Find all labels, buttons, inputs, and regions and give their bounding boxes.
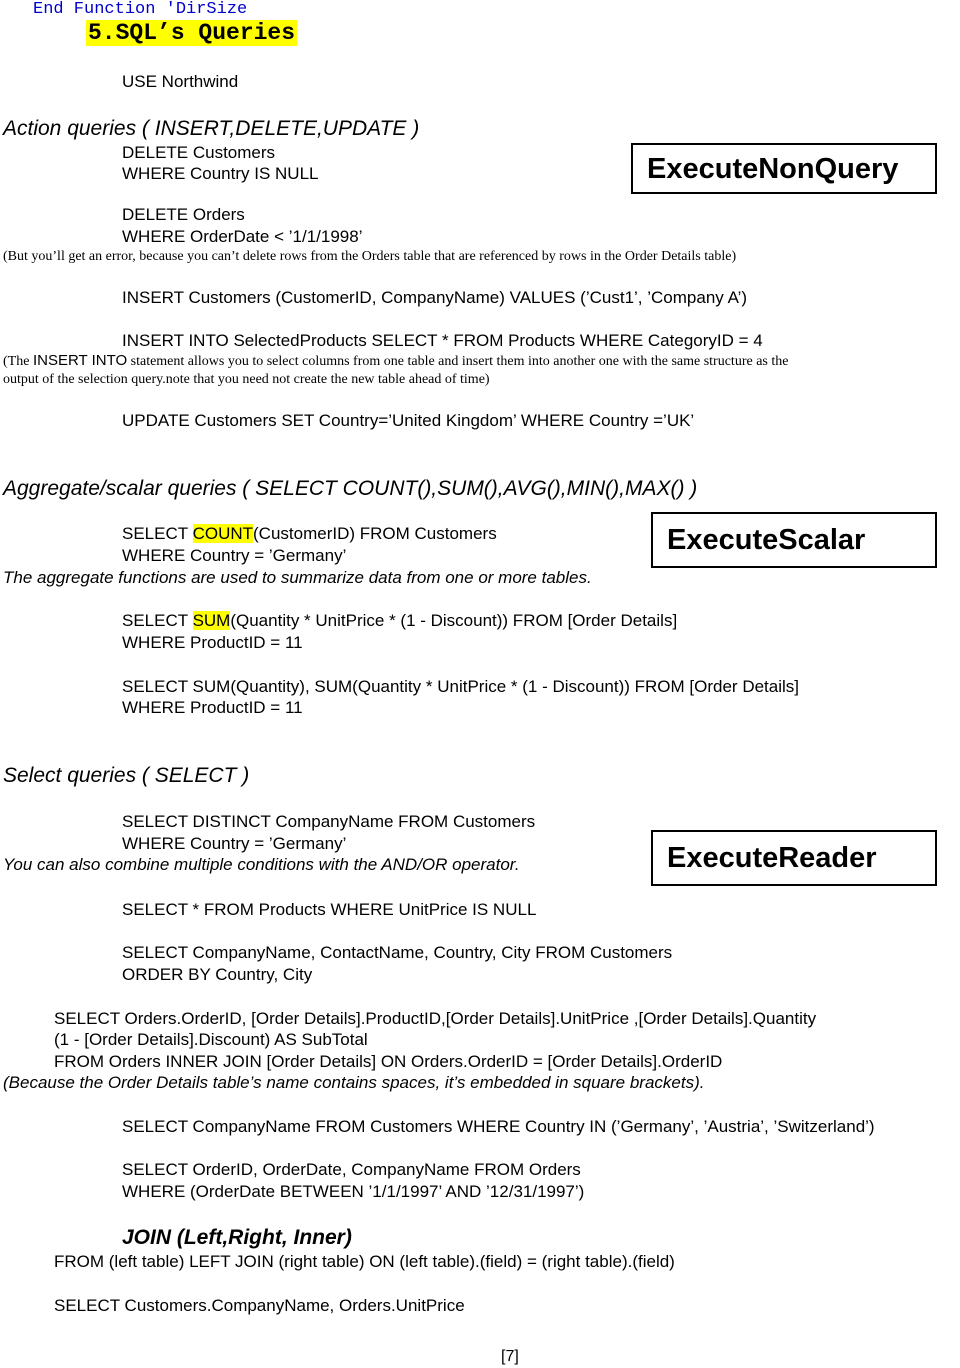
delete-error-note: (But you’ll get an error, because you can’t delete rows from the Orders table that are referenced by rows in the Order Details table) [3, 249, 737, 264]
note-rest: statement allows you to select columns from one table and insert them into another one with the same structure as the [127, 354, 789, 369]
count-select: SELECT [122, 524, 193, 543]
delete-orders-line1: DELETE Orders [122, 205, 245, 224]
insert-customers-statement: INSERT Customers (CustomerID, CompanyName) VALUES (’Cust1’, ’Company A’) [122, 288, 748, 307]
insert-into-note-line1 [3, 352, 788, 370]
count-query-line2: WHERE Country = ’Germany’ [122, 546, 347, 565]
execute-reader-box: ExecuteReader [651, 830, 937, 886]
distinct-query-line1: SELECT DISTINCT CompanyName FROM Customers [122, 812, 536, 831]
multi-sum-query-line1: SELECT SUM(Quantity), SUM(Quantity * UnitPrice * (1 - Discount)) FROM [Order Details] [122, 677, 800, 696]
section-title: 5.SQL’s Queries [88, 20, 296, 46]
between-query-line2: WHERE (OrderDate BETWEEN ’1/1/1997’ AND ’12/31/1997’) [122, 1182, 585, 1201]
distinct-query-line2: WHERE Country = ’Germany’ [122, 834, 347, 853]
delete-customers-line1: DELETE Customers [122, 143, 276, 162]
left-join-syntax: FROM (left table) LEFT JOIN (right table) ON (left table).(field) = (right table).(field) [54, 1252, 675, 1271]
delete-orders-line2: WHERE OrderDate < ’1/1/1998’ [122, 227, 363, 246]
count-rest: (CustomerID) FROM Customers [253, 524, 497, 543]
insert-into-keyword: INSERT INTO [32, 352, 128, 369]
inner-join-query-line1: SELECT Orders.OrderID, [Order Details].ProductID,[Order Details].UnitPrice ,[Order Details].Quantity [54, 1009, 817, 1028]
count-highlight: COUNT [192, 524, 254, 543]
aggregate-description: The aggregate functions are used to summarize data from one or more tables. [3, 568, 592, 587]
insert-into-note-line2: output of the selection query.note that you need not create the new table ahead of time) [3, 372, 490, 387]
select-queries-heading: Select queries ( SELECT ) [3, 764, 250, 787]
sum-query-line1 [122, 611, 677, 631]
order-by-query-line1: SELECT CompanyName, ContactName, Country, City FROM Customers [122, 943, 673, 962]
square-brackets-note: (Because the Order Details table’s name contains spaces, it’s embedded in square brackets). [3, 1073, 705, 1092]
join-select-line: SELECT Customers.CompanyName, Orders.UnitPrice [54, 1296, 465, 1315]
null-price-query: SELECT * FROM Products WHERE UnitPrice IS NULL [122, 900, 537, 919]
update-statement: UPDATE Customers SET Country=’United Kingdom’ WHERE Country =’UK’ [122, 411, 695, 430]
action-queries-heading: Action queries ( INSERT,DELETE,UPDATE ) [3, 117, 420, 140]
insert-into-statement: INSERT INTO SelectedProducts SELECT * FROM Products WHERE CategoryID = 4 [122, 331, 763, 350]
count-query-line1 [122, 524, 497, 544]
sum-select: SELECT [122, 611, 193, 630]
inner-join-query-line3: FROM Orders INNER JOIN [Order Details] ON Orders.OrderID = [Order Details].OrderID [54, 1052, 723, 1071]
note-prefix: (The [3, 354, 33, 369]
inner-join-query-line2: (1 - [Order Details].Discount) AS SubTotal [54, 1030, 368, 1049]
multi-sum-query-line2: WHERE ProductID = 11 [122, 698, 303, 717]
code-line: End Function 'DirSize [33, 0, 248, 19]
order-by-query-line2: ORDER BY Country, City [122, 965, 313, 984]
use-db-statement: USE Northwind [122, 72, 239, 91]
delete-customers-line2: WHERE Country IS NULL [122, 164, 319, 183]
country-in-query: SELECT CompanyName FROM Customers WHERE Country IN (’Germany’, ’Austria’, ’Switzerland’) [122, 1117, 875, 1136]
sum-rest: (Quantity * UnitPrice * (1 - Discount)) FROM [Order Details] [230, 611, 678, 630]
select-description: You can also combine multiple conditions with the AND/OR operator. [3, 855, 520, 874]
sum-query-line2: WHERE ProductID = 11 [122, 633, 303, 652]
execute-nonquery-box: ExecuteNonQuery [631, 143, 937, 194]
aggregate-queries-heading: Aggregate/scalar queries ( SELECT COUNT(),SUM(),AVG(),MIN(),MAX() ) [3, 477, 698, 500]
page-number: [7] [501, 1348, 519, 1365]
execute-scalar-box: ExecuteScalar [651, 512, 937, 568]
sum-highlight: SUM [192, 611, 231, 630]
between-query-line1: SELECT OrderID, OrderDate, CompanyName FROM Orders [122, 1160, 581, 1179]
join-heading: JOIN (Left,Right, Inner) [122, 1226, 352, 1249]
